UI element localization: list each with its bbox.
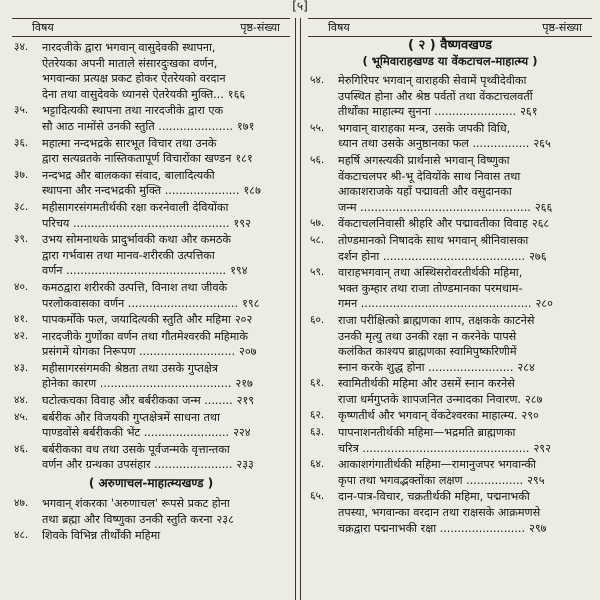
- entry-number: ६३.: [310, 426, 325, 439]
- entry-text: भगवान्का प्रत्यक्ष प्रकट होकर ऐतरेयको वरदान: [42, 72, 226, 86]
- entry-number: ५९.: [310, 266, 325, 279]
- entry-page: १९२: [233, 216, 251, 230]
- entry-text: तीर्थोंका माहात्म्य सुनना ....................... २६१: [338, 105, 538, 119]
- entry-page: १८१: [235, 152, 253, 166]
- toc-entry: [12, 393, 290, 409]
- entry-page: २१७: [235, 377, 253, 391]
- toc-entry: [12, 232, 290, 279]
- section-title-vaishnav: ( २ ) वैष्णवखण्ड: [407, 38, 493, 53]
- entry-text: वेंकटाचलनिवासी श्रीहरि और पद्मावतीका विवाह २६८: [338, 217, 550, 231]
- entry-text: दर्शन होना ........................................ २७६: [338, 249, 547, 263]
- entry-number: ४६.: [14, 442, 29, 455]
- toc-entry: [308, 376, 592, 407]
- entry-number: ३९.: [14, 233, 29, 246]
- toc-entry: [308, 489, 592, 536]
- entry-text: होनेका कारण ..................................... २१७: [42, 377, 253, 391]
- entry-text: पापकर्मोंके फल, जयादित्यकी स्तुति और महिमा २०२: [42, 313, 253, 327]
- entry-text: कलंकित काश्यप ब्राह्मणका स्वामिपुष्करिणीमें: [338, 345, 517, 359]
- entry-page: १८७: [243, 184, 261, 198]
- toc-entry: [12, 312, 290, 328]
- toc-entry: [12, 40, 290, 102]
- toc-entry: [12, 103, 290, 134]
- right-column: [308, 18, 592, 600]
- entry-page: २९०: [521, 409, 539, 423]
- entry-page: २६५: [533, 137, 551, 151]
- entry-text: दान-पात्र-विचार, चक्रतीर्थकी महिमा, पद्मनाभकी: [338, 490, 530, 504]
- entry-text: नारदजीके द्वारा भगवान् वासुदेवकी स्थापना,: [42, 41, 216, 54]
- entry-number: ३४.: [14, 41, 29, 53]
- entry-page: २९७: [529, 521, 547, 535]
- column-divider: [300, 18, 301, 600]
- entry-text: कृपा तथा भगवद्भक्तोंका लक्षण ................ २९५: [338, 473, 545, 487]
- entry-number: ४७.: [14, 497, 29, 510]
- toc-entry: [12, 528, 290, 544]
- entry-page: २६६: [534, 200, 553, 214]
- entry-text: शिवके विभिन्न तीर्थोंकी महिमा: [42, 529, 161, 543]
- entry-text: स्थापना और नन्दभद्रकी मुक्ति ..................... १८७: [42, 184, 261, 198]
- left-entries: [12, 37, 290, 473]
- entry-text: द्वारा गर्भवास तथा मानव-शरीरकी उत्पत्तिका: [42, 248, 215, 262]
- right-entries: [308, 70, 592, 536]
- entry-text: प्रसंगमें योगका निरूपण ........................... २०७: [42, 345, 257, 359]
- entry-number: ६५.: [310, 490, 325, 503]
- entry-text: परिचय ............................................ १९२: [42, 216, 251, 230]
- entry-text: तपस्या, भगवान्का वरदान तथा राक्षसके आक्रमणसे: [338, 506, 541, 520]
- left-column: [12, 18, 290, 600]
- entry-text: महात्मा नन्दभद्रके सारभूत विचार तथा उनके: [42, 136, 217, 150]
- entry-number: ६४.: [310, 458, 325, 471]
- entry-text: पाण्डवोंसे बर्बरीककी भेंट ........................ २२४: [42, 426, 251, 440]
- entry-text: महर्षि अगस्त्यकी प्रार्थनासे भगवान् विष्णुका: [338, 153, 510, 167]
- entry-page: २३३: [236, 458, 254, 472]
- entry-text: आकाशराजके यहाँ पद्मावती और वसुदानका: [338, 185, 512, 199]
- entry-page: १७१: [236, 119, 255, 133]
- entry-text: तथा ब्रह्मा और विष्णुका उनकी स्तुति करना २३८: [42, 512, 234, 526]
- entry-page: २८४: [517, 360, 535, 374]
- toc-entry: [308, 233, 592, 264]
- entry-number: ३८.: [14, 200, 29, 213]
- entry-number: ५६.: [310, 153, 325, 166]
- entry-text: बर्बरीकका वध तथा उसके पूर्वजन्मके वृत्तान्तका: [42, 442, 230, 456]
- entry-text: भगवान् वाराहका मन्त्र, उसके जपकी विधि,: [338, 121, 511, 135]
- left-entries-2: [12, 493, 290, 544]
- header-page: पृष्ठ-संख्या: [542, 21, 582, 34]
- toc-entry: [12, 168, 290, 199]
- entry-number: ४२.: [14, 329, 29, 342]
- entry-text: गमन ................................................ २८०: [338, 297, 553, 311]
- entry-text: सौ आठ नामोंसे उनकी स्तुति ..................... १७१: [42, 119, 255, 133]
- toc-entry: [12, 496, 290, 527]
- entry-text: भगवान् शंकरका 'अरुणाचल' रूपसे प्रकट होना: [42, 497, 230, 511]
- entry-text: स्नान करके शुद्ध होना ........................ २८४: [338, 360, 535, 374]
- entry-text: वेंकटाचलपर श्री-भू देवियोंके साथ निवास तथा: [338, 169, 521, 183]
- toc-entry: [308, 313, 592, 375]
- entry-text: राजा परीक्षित्को ब्राह्मणका शाप, तक्षकके काटनेसे: [338, 313, 535, 327]
- entry-text: घटोत्कचका विवाह और बर्बरीकका जन्म ........ २१९: [42, 394, 255, 408]
- entry-text: तोण्डमानको निषादके साथ भगवान् श्रीनिवासका: [338, 233, 529, 247]
- entry-text: महीसागरसंगमतीर्थकी रक्षा करनेवाली देवियोंका: [42, 200, 229, 214]
- entry-number: ५७.: [310, 217, 325, 230]
- entry-text: वर्णन और ग्रन्थका उपसंहार ...................... २३३: [42, 458, 254, 472]
- entry-text: वाराहभगवान् तथा अस्थिसरोवरतीर्थकी महिमा,: [338, 266, 523, 280]
- entry-text: चरित्र ............................................... २९२: [338, 441, 551, 455]
- entry-number: ४०.: [14, 280, 29, 293]
- entry-text: कमठद्वारा शरीरकी उत्पत्ति, विनाश तथा जीवके: [42, 280, 228, 294]
- toc-entry: [308, 265, 592, 312]
- entry-number: ५४.: [310, 74, 325, 86]
- entry-page: २७६: [529, 249, 547, 263]
- entry-text: वर्णन ............................................. १९४: [42, 264, 248, 278]
- entry-text: कृष्णतीर्थ और भगवान् वेंकटेश्वरका माहात्म्य. २९०: [338, 409, 539, 423]
- entry-text: पापनाशनतीर्थकी महिमा—भद्रमति ब्राह्मणका: [338, 426, 516, 440]
- entry-page: १९४: [230, 264, 248, 278]
- entry-text: चक्रद्वारा पद्मनाभकी रक्षा ........................ २९७: [338, 521, 547, 535]
- entry-number: ५५.: [310, 121, 325, 134]
- entry-page: १९८: [242, 296, 260, 310]
- column-divider: [295, 18, 296, 600]
- entry-number: ३६.: [14, 136, 29, 149]
- toc-entry: [308, 216, 592, 232]
- toc-entry: [12, 361, 290, 392]
- entry-number: ५८.: [310, 233, 325, 246]
- toc-entry: [308, 153, 592, 215]
- entry-text: जन्म ................................................ २६६: [338, 200, 553, 214]
- section-subtitle: ( भूमिवाराहखण्ड या वेंकटाचल-माहात्म्य ): [362, 54, 538, 68]
- entry-page: २०२: [234, 313, 253, 327]
- page-number: [५]: [292, 0, 308, 13]
- entry-number: ३७.: [14, 168, 29, 181]
- entry-page: २२४: [233, 426, 251, 440]
- entry-text: बर्बरीक और विजयकी गुप्तक्षेत्रमें साधना तथा: [42, 410, 220, 424]
- entry-page: २१९: [236, 394, 255, 408]
- section-title-arunachal: ( अरुणाचल-माहात्म्यखण्ड ): [88, 476, 214, 491]
- entry-page: २८०: [535, 297, 553, 311]
- entry-number: ३५.: [14, 104, 29, 117]
- entry-text: भक्त कुम्हार तथा राजा तोण्डमानका परमधाम-: [338, 281, 523, 295]
- toc-entry: [12, 410, 290, 441]
- toc-entry: [12, 280, 290, 311]
- entry-text: परलोकवासका वर्णन ............................... १९८: [42, 296, 260, 310]
- toc-entry: [12, 136, 290, 167]
- entry-text: आकाशगंगातीर्थकी महिमा—रामानुजपर भगवान्की: [338, 458, 536, 472]
- entry-text: भट्टादित्यकी स्थापना तथा नारदजीके द्वारा एक: [42, 104, 224, 118]
- header-subject: विषय: [32, 21, 54, 34]
- entry-text: राजा धर्मगुप्तके शापजनित उन्मादका निवारण. २८७: [338, 392, 543, 406]
- entry-number: ४५.: [14, 410, 29, 423]
- entry-text: उपस्थित होना और श्रेष्ठ पर्वतों तथा वेंकटाचलवर्ती: [338, 89, 533, 103]
- entry-text: उनकी मृत्यु तथा उनकी रक्षा न करनेके पापसे: [338, 329, 517, 343]
- entry-text: मेरुगिरिपर भगवान् वाराहकी सेवामें पृथ्वीदेवीका: [338, 74, 527, 87]
- toc-entry: [308, 121, 592, 152]
- entry-page: २९५: [527, 473, 545, 487]
- entry-number: ४४.: [14, 394, 29, 407]
- entry-number: ६०.: [310, 313, 325, 326]
- entry-page: २९२: [533, 441, 551, 455]
- entry-page: २८७: [524, 392, 543, 406]
- header-page: पृष्ठ-संख्या: [240, 21, 280, 34]
- entry-text: उभय सोमनाथके प्रादुर्भावकी कथा और कमठके: [42, 233, 231, 247]
- entry-text: नारदजीके गुणोंका वर्णन तथा गौतमेश्वरकी महिमाके: [42, 329, 248, 343]
- entry-number: ४१.: [14, 313, 29, 326]
- entry-number: ४८.: [14, 529, 29, 542]
- entry-number: ६१.: [310, 377, 325, 390]
- entry-text: ध्यान तथा उसके अनुष्ठानका फल ................ २६५: [338, 137, 551, 151]
- toc-entry: [308, 408, 592, 424]
- entry-text: देना तथा वासुदेवके ध्यानसे ऐतरेयकी मुक्ति... १६६: [42, 87, 246, 101]
- right-header: [308, 18, 592, 37]
- toc-entry: [308, 73, 592, 120]
- toc-entry: [308, 457, 592, 488]
- entry-text: महीसागरसंगमकी श्रेष्ठता तथा उसके गुप्तक्षेत्र: [42, 361, 218, 375]
- toc-entry: [12, 442, 290, 473]
- toc-entry: [12, 200, 290, 231]
- entry-text: ऐतरेयका अपनी माताले संसारदुःखका वर्णन,: [42, 56, 218, 70]
- header-subject: विषय: [328, 21, 350, 34]
- entry-text: द्वारा सत्यव्रतके नास्तिकतापूर्ण विचारोंका खण्डन १८१: [42, 152, 253, 166]
- entry-page: २०७: [239, 345, 257, 359]
- left-header: [12, 18, 290, 37]
- entry-page: २६१: [520, 105, 538, 119]
- toc-entry: [12, 329, 290, 360]
- entry-number: ६२.: [310, 409, 325, 422]
- entry-text: नन्दभद्र और बालकका संवाद, बालादित्यकी: [42, 168, 215, 182]
- entry-text: स्वामितीर्थकी महिमा और उसमें स्नान करनेसे: [338, 377, 515, 391]
- entry-number: ४३.: [14, 361, 29, 374]
- toc-entry: [308, 425, 592, 456]
- entry-page: १६६: [227, 87, 246, 101]
- entry-page: २६८: [531, 217, 550, 231]
- entry-page: २३८: [216, 512, 234, 526]
